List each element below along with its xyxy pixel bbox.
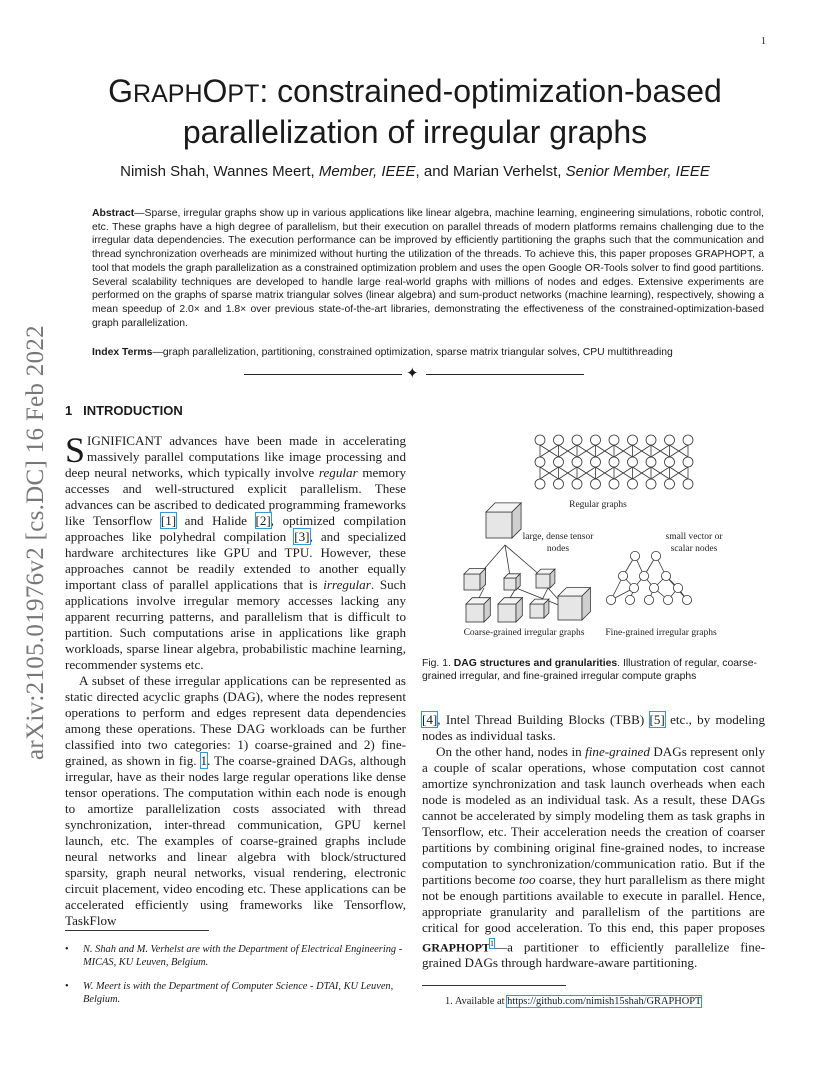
cube-front (530, 604, 544, 618)
title-g: G (108, 73, 134, 109)
graph-node (683, 479, 693, 489)
cube-front (498, 604, 516, 622)
emphasis: fine-grained (585, 744, 650, 759)
cube-node (530, 599, 549, 618)
label-small-nodes-2: scalar nodes (670, 544, 718, 554)
emphasis: too (518, 872, 536, 887)
text-run: , optimized compilation approaches like polyhedral compilation (65, 513, 407, 544)
footnote-link[interactable]: 1 (490, 939, 494, 948)
author-role2: Senior Member, IEEE (565, 163, 710, 180)
graph-node (554, 479, 564, 489)
right-paragraph-2 (422, 744, 765, 971)
graph-node (554, 457, 564, 467)
label-fine-grained: Fine-grained irregular graphs (605, 628, 717, 638)
cube-node-large (486, 503, 521, 538)
text-run: —a partitioner to efficiently parallelize fine-grained DAGs through hardware-aware partitioning. (422, 939, 765, 971)
title-o: O (202, 73, 228, 109)
graph-node (628, 435, 638, 445)
author-list (60, 163, 770, 180)
drop-cap: S (65, 430, 86, 470)
text-run: , Intel Thread Building Blocks (TBB) (437, 712, 650, 727)
graph-node (661, 571, 670, 580)
graph-node (646, 435, 656, 445)
footnote-rule (65, 930, 209, 931)
cube-front (464, 574, 480, 590)
graph-node (572, 457, 582, 467)
citation-link[interactable]: [2] (255, 513, 271, 528)
graph-node (629, 583, 638, 592)
caption-bold: DAG structures and granularities (453, 658, 618, 669)
graph-node (609, 457, 619, 467)
intro-paragraph-1 (65, 430, 407, 673)
graph-node (665, 457, 675, 467)
title-pt: PT (227, 80, 260, 108)
graph-node (665, 435, 675, 445)
text-run: etc., by modeling nodes as individual tasks. (422, 712, 765, 743)
citation-link[interactable]: [3] (294, 529, 310, 544)
affiliation-footnote-2 (65, 980, 406, 1006)
graph-node (535, 457, 545, 467)
label-small-nodes: small vector or (665, 532, 723, 542)
cube-front (536, 574, 550, 588)
graph-node (609, 435, 619, 445)
section-heading (65, 403, 183, 418)
abstract-text: —Sparse, irregular graphs show up in various applications like linear algebra, machine learning, engineering simulations, robotic control, etc. These graphs have a high degree of parallelism, but their execution on parallel threads of modern platforms remains challenging due to the irregular data dependencies. The execution performance can be improved by efficiently partitioning the graphs such that the communication and thread synchronization overheads are minimized without hurting the utilization of the threads. To achieve this, this paper proposes GRAPHOPT, a tool that models the graph parallelization as a constrained optimization problem and uses the open Google OR-Tools solver to find good partitions. Several scalability techniques are developed to handle large real-world graphs with millions of nodes and edges. Extensive experiments are performed on the graphs of sparse matrix triangular solves (linear algebra) and sum-product networks (machine learning), respectively, showing a mean speedup of 2.0× and 1.8× over previous state-of-the-art libraries, demonstrating the effectiveness of the constrained-optimization-based graph parallelization. (92, 208, 764, 329)
title-line1-rest: : constrained-optimization-based (259, 73, 722, 109)
graph-node (591, 479, 601, 489)
graph-node (665, 479, 675, 489)
graph-node (646, 479, 656, 489)
figure-dag-structures (438, 428, 758, 650)
index-terms (92, 347, 764, 358)
dag-edge (505, 545, 541, 576)
footnote-rule-right (422, 985, 566, 986)
graph-node (618, 571, 627, 580)
cube-front (486, 512, 512, 538)
cube-front (504, 578, 516, 590)
left-column (65, 430, 407, 929)
divider-line-right (426, 374, 584, 375)
right-column (422, 712, 765, 971)
graph-node (644, 595, 653, 604)
graph-node (639, 571, 648, 580)
cube-node (464, 568, 486, 590)
authors-part2: , and Marian Verhelst, (415, 163, 566, 180)
emphasis: irregular (323, 577, 371, 592)
cube-node (536, 569, 555, 588)
divider-line-left (244, 374, 402, 375)
text-run: . Such applications involve irregular memory accesses lacking any apparent recurring patterns, and parallelism that is difficult to partition. Such computations arise in applications like graph workloads, sparse linear algebra, probabilistic machine learning, recommender systems etc. (65, 577, 407, 672)
index-terms-label: Index Terms (92, 347, 153, 358)
dag-edge (505, 545, 510, 576)
citation-link[interactable]: [5] (649, 712, 665, 727)
bullet-icon: • (65, 944, 69, 955)
text-run: and Halide (176, 513, 256, 528)
figure-caption (422, 657, 765, 683)
footnote-prefix: 1. Available at (445, 996, 508, 1007)
authors-part1: Nimish Shah, Wannes Meert, (120, 163, 319, 180)
text-run: , and specialized hardware architectures like GPU and TPU. However, these approaches cannot be readily extended to another equally important class of parallel applications that is (65, 529, 406, 592)
graph-node (649, 583, 658, 592)
cube-front (466, 604, 484, 622)
github-link[interactable]: https://github.com/nimish15shah/GRAPHOPT (507, 996, 702, 1007)
graph-node (651, 551, 660, 560)
author-role1: Member, IEEE (318, 163, 416, 180)
graph-node (628, 479, 638, 489)
graph-node (609, 479, 619, 489)
footnote-text: W. Meert is with the Department of Computer Science - DTAI, KU Leuven, Belgium. (83, 981, 394, 1005)
graph-node (554, 435, 564, 445)
coarse-grained-graph-diagram (464, 503, 590, 622)
label-large-nodes-2: nodes (546, 544, 570, 554)
cube-node (558, 588, 590, 620)
intro-paragraph-2 (65, 673, 406, 929)
affiliation-footnote-1 (65, 943, 406, 969)
graph-node (591, 435, 601, 445)
label-large-nodes: large, dense tensor (522, 532, 594, 542)
caption-prefix: Fig. 1. (422, 658, 454, 669)
bullet-icon: • (65, 981, 69, 992)
cube-node (498, 598, 522, 622)
text-run: . The coarse-grained DAGs, although irregular, have as their nodes large regular operations like dense tensor operations. The computation within each node is enough to amortize parallelization costs associated with thread synchronization, inter-thread communication, GPU kernel launch, etc. The examples of coarse-grained graphs include neural networks and linear algebra with block/structured sparsity, graph neural networks, visual rendering, electronic circuit placement, video encoding etc. These applications can be accelerated efficiently using frameworks like Tensorflow, TaskFlow (65, 753, 406, 928)
graph-node (683, 457, 693, 467)
abstract-label: Abstract (92, 208, 135, 219)
regular-graph-diagram (535, 435, 693, 489)
text-run: coarse, they hurt parallelism as there might not be enough partitions available to execute in parallel. Hence, appropriate granularity and parallelism of the partitions are critical for good acceleration. To this end, this paper proposes (422, 872, 765, 935)
fine-grained-graph-diagram (606, 551, 691, 604)
cube-front (558, 596, 582, 620)
cube-node (504, 574, 520, 590)
graph-node (646, 457, 656, 467)
url-footnote (445, 996, 701, 1007)
graph-node (572, 435, 582, 445)
citation-link[interactable]: [4] (422, 712, 438, 727)
graph-node (572, 479, 582, 489)
arxiv-identifier[interactable]: arXiv:2105.01976v2 [cs.DC] 16 Feb 2022 (22, 325, 49, 760)
graph-node (625, 595, 634, 604)
label-coarse-grained: Coarse-grained irregular graphs (463, 628, 585, 638)
footnote-text: N. Shah and M. Verhelst are with the Department of Electrical Engineering - MICAS, KU Leuven, Belgium. (83, 944, 403, 968)
graph-node (673, 583, 682, 592)
title-raph: RAPH (133, 80, 203, 108)
graph-node (628, 457, 638, 467)
section-divider (244, 366, 584, 382)
paper-title (60, 72, 770, 151)
graph-node (630, 551, 639, 560)
text-run: memory accesses and well-structured explicit parallelism. These advances can be ascribed to dedicated programming frameworks like Tensorflow (65, 465, 406, 528)
figure-link[interactable]: 1 (200, 753, 208, 768)
tool-name: GRAPHOPT (422, 940, 490, 955)
graph-node (591, 457, 601, 467)
text-run: A subset of these irregular applications can be represented as static directed acyclic graphs (DAG), where the nodes represent operations to perform and edges represent data dependencies among these operations. These DAG workloads can be further classified into two categories: 1) coarse-grained and 2) fine-grained, as shown in fig. (65, 673, 406, 768)
emphasis: regular (318, 465, 358, 480)
right-paragraph-1 (422, 712, 765, 744)
graph-node (535, 479, 545, 489)
graph-node (535, 435, 545, 445)
graph-node (606, 595, 615, 604)
index-terms-text: —graph parallelization, partitioning, constrained optimization, sparse matrix triangular solves, CPU multithreading (152, 347, 673, 358)
title-line2: parallelization of irregular graphs (182, 114, 648, 150)
text-run: DAGs represent only a couple of scalar operations, whose computation cost cannot amortize synchronization and task launch overheads when each node is modeled as an individual task. As a result, these DAGs cannot be accelerated by simply modeling them as task graphs in Tensorflow, etc. Their acceleration needs the creation of coarser partitions by combining original fine-grained nodes, to increase computation to synchronization/communication ratio. But if the partitions become (422, 744, 765, 887)
page-number: 1 (761, 36, 766, 47)
label-regular-graphs: Regular graphs (569, 500, 627, 510)
graph-node (683, 435, 693, 445)
section-title: INTRODUCTION (83, 403, 183, 418)
caption-text: . Illustration of regular, coarse-grained irregular, and fine-grained irregular compute graphs (422, 658, 757, 682)
citation-link[interactable]: [1] (160, 513, 177, 528)
cube-node (466, 598, 490, 622)
text-run: On the other hand, nodes in (436, 744, 586, 759)
graph-node (682, 595, 691, 604)
abstract (92, 207, 764, 330)
text-run: IGNIFICANT advances have been made in accelerating massively parallel computations like image processing and deep neural networks, which typically involve (65, 433, 406, 480)
section-number: 1 (65, 403, 73, 418)
graph-node (663, 595, 672, 604)
divider-star-icon: ✦ (406, 366, 419, 382)
